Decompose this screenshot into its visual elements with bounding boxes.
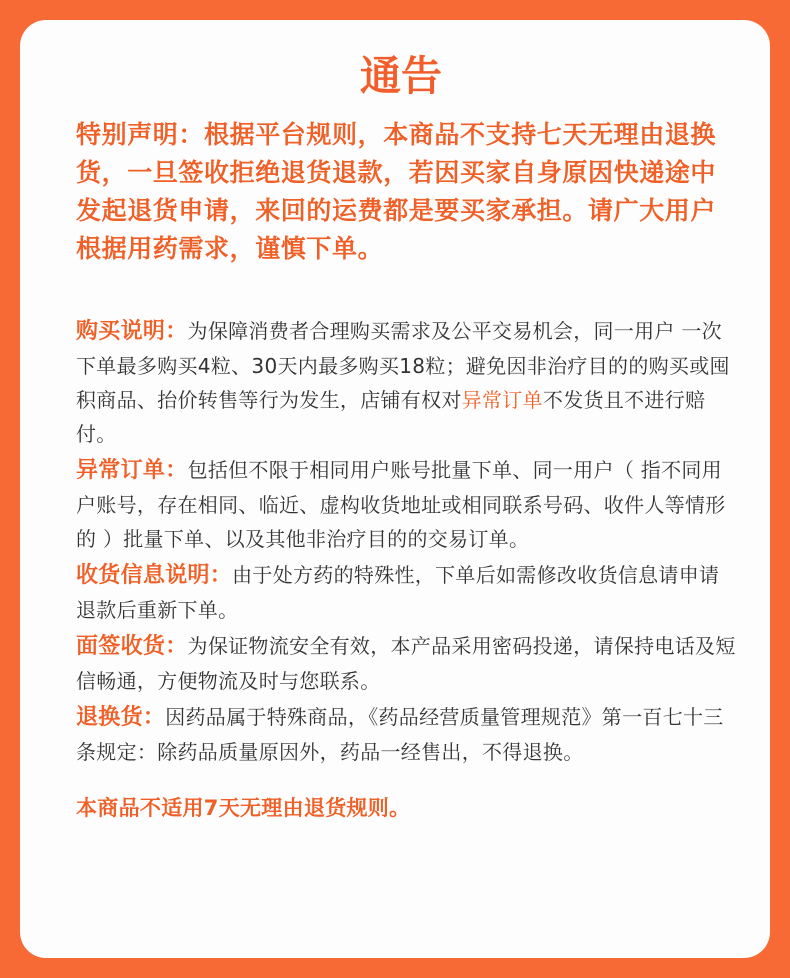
notice-card [20,20,770,958]
face-sign-heading: 面签收货： [76,634,188,659]
face-sign-text: 为保证物流安全有效，本产品采用密码投递，请保持电话及短信畅通，方便物流及时与您联系。 [76,634,736,693]
purchase-heading: 购买说明： [76,319,188,344]
abnormal-order-highlight: 异常订单 [461,388,543,412]
shipping-section [76,558,736,627]
return-final-note: 本商品不适用7天无理由退货规则。 [76,796,411,820]
abnormal-section [76,453,736,556]
face-sign-section [76,629,736,698]
spacer [76,268,736,314]
return-heading: 退换货： [76,705,166,730]
shipping-text: 由于处方药的特殊性，下单后如需修改收货信息请申请退款后重新下单。 [76,563,720,622]
notice-title: 通告 [360,52,442,100]
purchase-section [76,314,736,451]
abnormal-heading: 异常订单： [76,458,188,483]
return-text: 因药品属于特殊商品，《药品经营质量管理规范》第一百七十三条规定：除药品质量原因外，药品一经售出，不得退换。 [76,705,724,764]
return-section [76,700,736,769]
special-statement: 特别声明：根据平台规则，本商品不支持七天无理由退换货，一旦签收拒绝退货退款，若因买家自身原因快递途中发起退货申请，来回的运费都是要买家承担。请广大用户根据用药需求，谨慎下单。 [76,120,717,263]
purchase-text-a: 为保障消费者合理购买需求及公平交易机会，同一用户 一次下单最多购买4粒、30天内最多购买18粒；避免因非治疗目的的购买或囤积商品、抬价转售等行为发生，店铺有权对 [76,319,730,412]
shipping-heading: 收货信息说明： [76,563,233,588]
abnormal-text: 包括但不限于相同用户账号批量下单、同一用户（ 指不同用户账号，存在相同、临近、虚构收货地址或相同联系号码、收件人等情形的 ）批量下单、以及其他非治疗目的的交易订单。 [76,458,726,551]
purchase-text-b: 不发货且不进行赔付。 [76,388,706,446]
